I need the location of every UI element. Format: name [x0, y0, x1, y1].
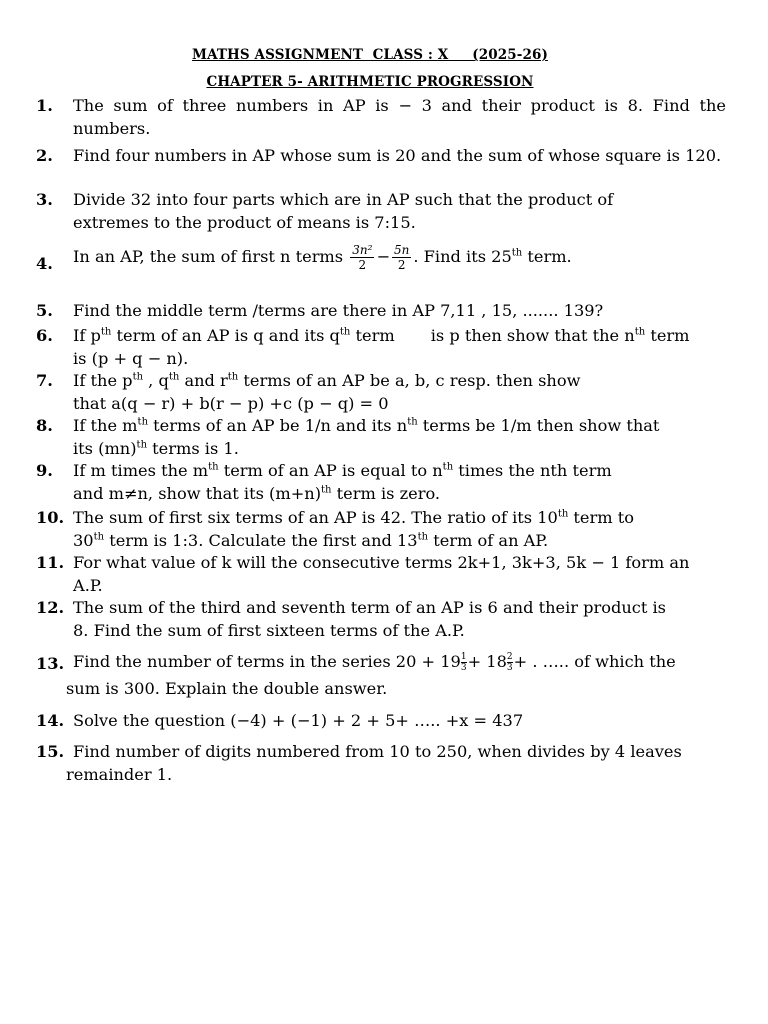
question-text [73, 370, 726, 393]
superscript: th [339, 326, 351, 338]
text-part: its (mn) [73, 438, 137, 458]
question-text-line2: is (p + q − n). [73, 348, 189, 368]
question-text-part: In an AP, the sum of first n terms [73, 247, 344, 266]
text-part: terms of an AP be 1/n and its n [148, 416, 408, 435]
superscript: th [132, 371, 144, 383]
question-text-part: . Find its 25 [413, 247, 512, 266]
text-part: The sum of first six terms of an AP is 42. The ratio of its 10 [73, 508, 558, 527]
question-7 [36, 370, 726, 415]
question-text: Find the middle term /terms are there in AP 7,11 , 15, ....... 139? [73, 301, 604, 320]
question-text: For what value of k will the consecutive terms 2k+1, 3k+3, 5k − 1 form an A.P. [73, 553, 690, 595]
text-part: term is p then show that the n [350, 326, 635, 345]
question-13 [36, 651, 726, 700]
superscript: th [634, 326, 646, 338]
superscript: th [442, 461, 454, 473]
question-8 [36, 415, 726, 460]
superscript: th [557, 508, 569, 520]
question-text: Find number of digits numbered from 10 to 250, when divides by 4 leaves [73, 742, 682, 761]
question-text [73, 415, 726, 438]
question-text-line2 [73, 483, 726, 506]
text-part: If p [73, 326, 101, 345]
text-part: If the p [73, 371, 133, 390]
question-number: 14. [36, 711, 65, 730]
superscript: th [321, 484, 332, 496]
question-text [73, 710, 726, 733]
question-text-line2: sum is 300. Explain the double answer. [66, 678, 388, 698]
text-part: times the nth term [453, 461, 612, 480]
text-part: terms of an AP be a, b, c resp. then show [238, 371, 581, 390]
text-part: 30 [73, 530, 94, 550]
question-number: 6. [36, 326, 53, 345]
question-text-line2 [73, 438, 726, 461]
question-number: 12. [36, 598, 65, 617]
fraction-numerator: 1 [460, 652, 467, 662]
math-expression: (−4) + (−1) + 2 + 5+ ….. +x = 437 [230, 711, 524, 730]
question-text [73, 460, 726, 483]
text-part: term is 1:3. Calculate the first and 13 [104, 530, 418, 550]
question-number: 15. [36, 742, 65, 761]
question-number: 5. [36, 301, 53, 320]
question-15 [36, 741, 726, 786]
text-part: terms be 1/m then show that [417, 416, 660, 435]
superscript: th [136, 439, 148, 451]
text-part: terms is 1. [147, 438, 239, 458]
fraction-numerator: 5n [394, 243, 410, 257]
fraction-denominator: 3 [506, 663, 513, 673]
fraction-denominator: 3 [460, 663, 467, 673]
question-text: The sum of the third and seventh term of an AP is 6 and their product is [73, 598, 666, 617]
question-text: Divide 32 into four parts which are in AP such that the product of extremes to the product of means is 7:15. [73, 190, 614, 232]
text-part: and r [179, 371, 228, 390]
superscript: th [208, 461, 219, 473]
question-number: 8. [36, 416, 53, 435]
question-4 [36, 243, 726, 272]
chapter-title: CHAPTER 5- ARITHMETIC PROGRESSION [206, 74, 534, 90]
superscript: th [137, 416, 149, 428]
question-text-line2: that a(q − r) + b(r − p) +c (p − q) = 0 [73, 393, 389, 413]
superscript: th [100, 326, 112, 338]
fraction-denominator: 2 [397, 258, 406, 272]
question-9 [36, 460, 726, 505]
text-part: , q [143, 371, 169, 390]
question-number: 13. [36, 654, 65, 673]
superscript: th [407, 416, 418, 428]
question-text [73, 651, 726, 674]
superscript: th [511, 247, 523, 259]
text-part: If m times the m [73, 461, 209, 480]
fraction-two-thirds [507, 652, 513, 673]
question-number: 11. [36, 553, 65, 572]
question-10 [36, 507, 726, 552]
assignment-title: MATHS ASSIGNMENT CLASS : X (2025-26) [192, 47, 548, 63]
minus-sign: − [376, 247, 391, 266]
text-part: Solve the question [73, 711, 231, 730]
question-number: 3. [36, 190, 53, 209]
question-text: The sum of three numbers in AP is − 3 and their product is 8. Find the numbers. [73, 96, 726, 138]
text-part: term of an AP is q and its q [111, 326, 340, 345]
question-3 [36, 189, 726, 234]
question-number: 4. [36, 254, 53, 273]
text-part: If the m [73, 416, 138, 435]
text-part: term [645, 326, 690, 345]
question-text-line2: remainder 1. [66, 764, 173, 784]
text-part: + . ….. of which the [513, 652, 676, 671]
fraction-3n2-over-2 [350, 243, 374, 272]
question-11 [36, 552, 726, 597]
superscript: th [93, 531, 105, 543]
superscript: th [168, 371, 180, 383]
question-5 [36, 300, 726, 323]
question-number: 9. [36, 461, 53, 480]
question-2 [36, 145, 726, 168]
question-12 [36, 597, 726, 642]
question-6 [36, 325, 726, 370]
question-text-part: term. [522, 247, 572, 266]
question-text [73, 325, 726, 348]
text-part: and m≠n, show that its (m+n) [73, 483, 322, 503]
question-number: 1. [36, 96, 53, 115]
question-number: 2. [36, 146, 53, 165]
superscript: th [417, 531, 429, 543]
text-part: term is zero. [331, 483, 441, 503]
text-part: term of an AP is equal to n [218, 461, 443, 480]
text-part: Find the number of terms in the series 20 + 19 [73, 652, 461, 671]
superscript: th [227, 371, 239, 383]
question-text-line2 [73, 530, 726, 553]
fraction-numerator: 3n² [352, 243, 373, 257]
text-part: term of an AP. [428, 530, 549, 550]
question-text-line2: 8. Find the sum of first sixteen terms of the A.P. [73, 620, 465, 640]
question-number: 7. [36, 371, 53, 390]
question-number: 10. [36, 508, 65, 527]
question-1 [36, 95, 726, 140]
question-text [73, 243, 726, 272]
fraction-5n-over-2 [392, 243, 411, 272]
question-text [73, 507, 726, 530]
fraction-denominator: 2 [358, 258, 367, 272]
fraction-numerator: 2 [506, 652, 513, 662]
text-part: term to [568, 508, 634, 527]
question-14 [36, 710, 726, 733]
fraction-one-third [461, 652, 467, 673]
question-text: Find four numbers in AP whose sum is 20 and the sum of whose square is 120. [73, 146, 722, 165]
text-part: + 18 [467, 652, 507, 671]
